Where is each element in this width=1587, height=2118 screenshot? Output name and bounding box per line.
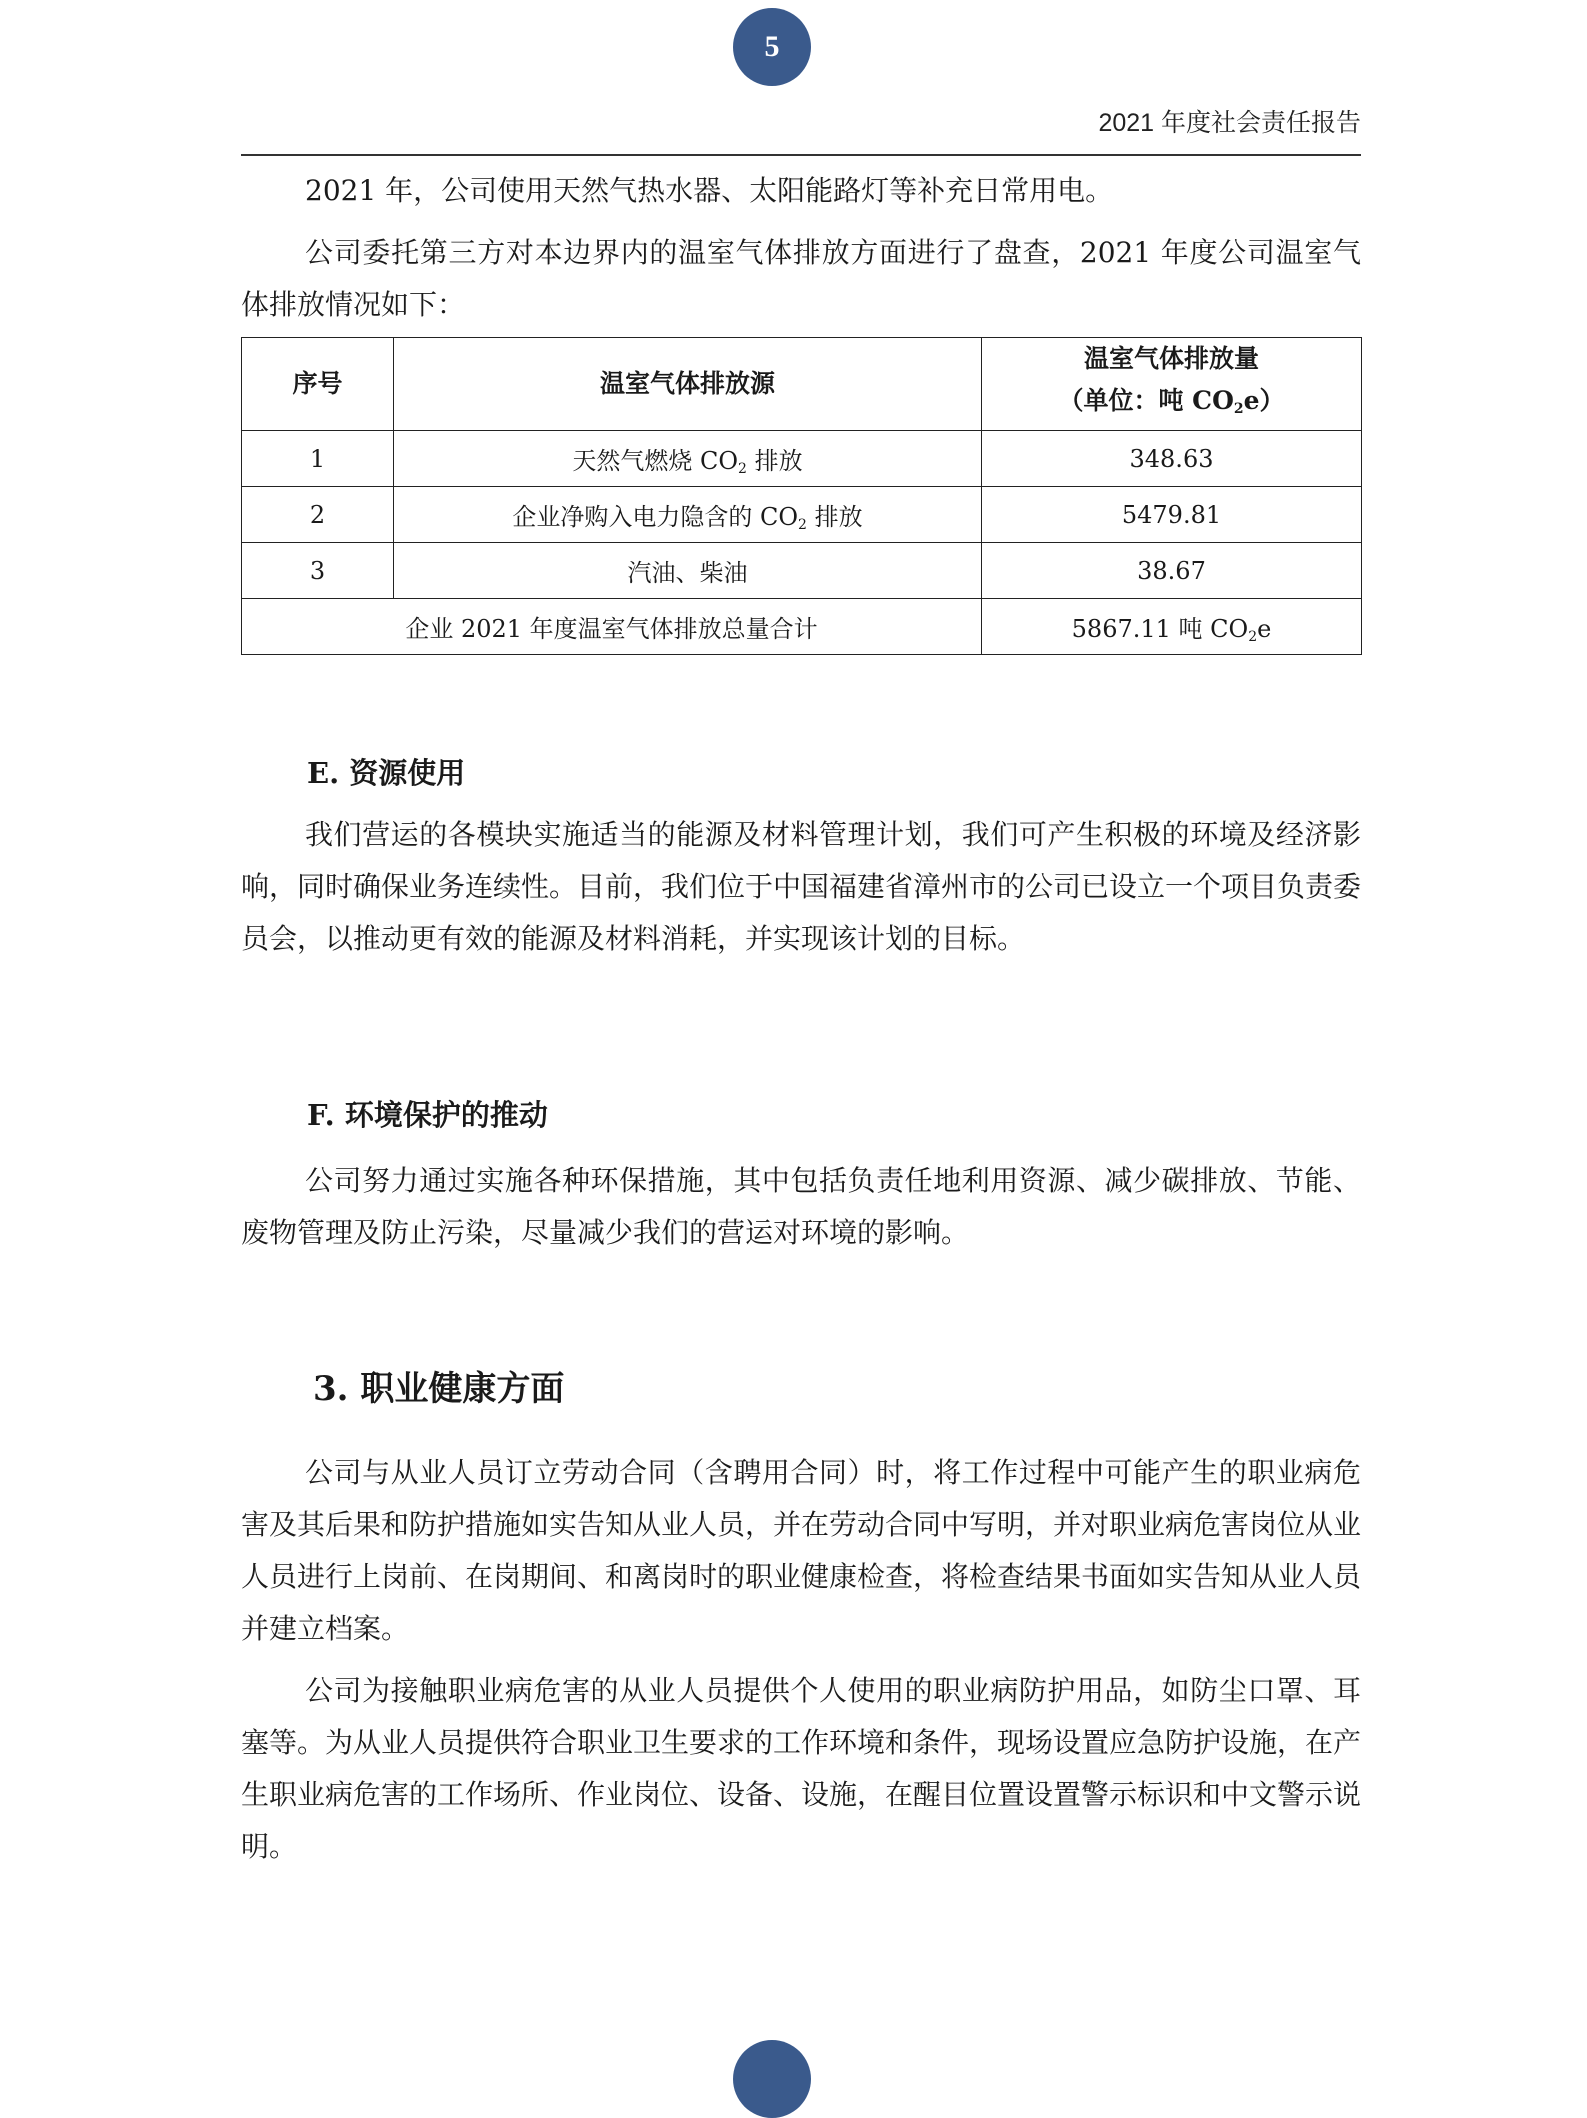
- row-number: 1: [242, 431, 394, 487]
- table-row: [242, 543, 1362, 599]
- total-label: 企业 2021 年度温室气体排放总量合计: [242, 599, 982, 655]
- header-serial-number: 序号: [242, 338, 394, 431]
- table-row: [242, 431, 1362, 487]
- section-e-body: 我们营运的各模块实施适当的能源及材料管理计划，我们可产生积极的环境及经济影响，同时确保业务连续性。目前，我们位于中国福建省漳州市的公司已设立一个项目负责委员会，以推动更有效的能源及材料消耗，并实现该计划的目标。: [241, 818, 1362, 955]
- section-e-heading: E. 资源使用: [307, 756, 466, 790]
- row-value: 38.67: [982, 543, 1362, 599]
- row-value: 348.63: [982, 431, 1362, 487]
- table-header-row: [242, 338, 1362, 431]
- row-value: 5479.81: [982, 487, 1362, 543]
- section-3-paragraph-1: 公司与从业人员订立劳动合同（含聘用合同）时，将工作过程中可能产生的职业病危害及其后果和防护措施如实告知从业人员，并在劳动合同中写明，并对职业病危害岗位从业人员进行上岗前、在岗期间、和离岗时的职业健康检查，将检查结果书面如实告知从业人员并建立档案。: [241, 1456, 1362, 1645]
- section-f-body: 公司努力通过实施各种环保措施，其中包括负责任地利用资源、减少碳排放、节能、废物管理及防止污染，尽量减少我们的营运对环境的影响。: [241, 1164, 1361, 1249]
- paragraph-natural-gas: 2021 年，公司使用天然气热水器、太阳能路灯等补充日常用电。: [305, 174, 1114, 207]
- row-source: 汽油、柴油: [394, 543, 982, 599]
- ghg-emissions-table: [241, 337, 1362, 655]
- total-value: 5867.11 吨 $CO_2e$: [982, 599, 1362, 655]
- header-divider: [241, 154, 1361, 156]
- page-content: [241, 165, 1361, 1873]
- row-source: 企业净购入电力隐含的 $CO_2$ 排放: [394, 487, 982, 543]
- section-f-heading: F. 环境保护的推动: [307, 1098, 548, 1132]
- paragraph-ghg-inventory: 公司委托第三方对本边界内的温室气体排放方面进行了盘查，2021 年度公司温室气体排放情况如下：: [241, 236, 1361, 321]
- row-number: 2: [242, 487, 394, 543]
- section-3-paragraph-2: 公司为接触职业病危害的从业人员提供个人使用的职业病防护用品，如防尘口罩、耳塞等。为从业人员提供符合职业卫生要求的工作环境和条件，现场设置应急防护设施，在产生职业病危害的工作场所、作业岗位、设备、设施，在醒目位置设置警示标识和中文警示说明。: [241, 1674, 1362, 1863]
- table-row: [242, 487, 1362, 543]
- row-source: 天然气燃烧 $CO_2$ 排放: [394, 431, 982, 487]
- report-title: 2021 年度社会责任报告: [1098, 109, 1361, 137]
- header-emission-source: 温室气体排放源: [394, 338, 982, 431]
- table-total-row: [242, 599, 1362, 655]
- next-page-badge: [733, 2040, 811, 2118]
- page-number-badge: [733, 8, 811, 86]
- page-number: 5: [764, 30, 780, 63]
- row-number: 3: [242, 543, 394, 599]
- section-3-heading: 3. 职业健康方面: [313, 1369, 565, 1409]
- header-emission-amount: 温室气体排放量 （单位：吨 $CO_2e$）: [982, 338, 1362, 431]
